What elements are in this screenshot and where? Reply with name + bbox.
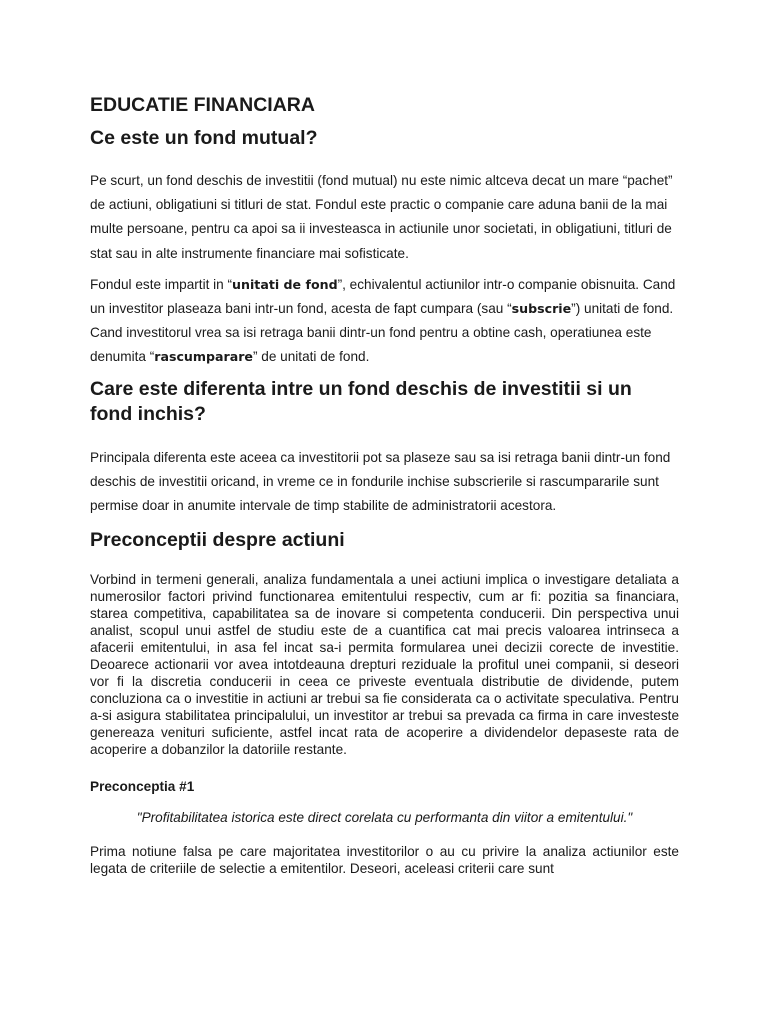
paragraph-unitati-de-fond <box>90 273 679 370</box>
section-heading-preconceptii: Preconceptii despre actiuni <box>90 529 345 552</box>
keyword-unitati-de-fond: unitati de fond <box>232 276 338 292</box>
text-segment: ”, echivalentul actiunilor intr-o companie obisnuita. Cand un investitor plaseaza bani intr-un fond, acesta de fapt cumpara (sau “ <box>90 276 676 317</box>
subheading-preconceptia-1: Preconceptia #1 <box>90 779 195 795</box>
document-body <box>90 92 679 877</box>
section-heading-diferenta-fonduri: Care este diferenta intre un fond deschis de investitii si un fond inchis? <box>90 377 632 425</box>
paragraph-fond-mutual-definition: Pe scurt, un fond deschis de investitii (fond mutual) nu este nimic altceva decat un mare “pachet” de actiuni, obligatiuni si titluri de stat. Fondul este practic o companie care aduna banii de la mai multe persoane, pentru ca apoi sa ii investeasca in actiunile unor societati, in obligatiuni, titluri de stat sau in alte instrumente financiare mai sofisticate. <box>90 173 673 261</box>
paragraph-analiza-fundamentala: Vorbind in termeni generali, analiza fundamentala a unei actiuni implica o investigare detaliata a numerosilor factori privind functionarea emitentului respectiv, cum ar fi: pozitia sa financiara, starea competitiva, capabilitatea sa de inovare si competenta conducerii. Din perspectiva unui analist, scopul unui astfel de studiu este de a cuantifica cat mai precis valoarea intrinseca a afacerii emitentului, in asa fel incat sa-i permita formularea unei decizii corecte de investitie. Deoarece actionarii vor avea intotdeauna drepturi reziduale la profitul unei companii, si deseori vor fi la discretia conducerii in ceea ce priveste eventuala distributie de dividende, putem concluziona ca o investitie in actiuni ar trebui sa fie considerata ca o activitate speculativa. Pentru a-si asigura stabilitatea principalului, un investitor ar trebui sa prevada ca firma in care investeste genereaza venituri suficiente, astfel incat rata de acoperire a dividendelor depaseste rata de acoperire a dobanzilor la datoriile restante. <box>90 572 679 758</box>
quote-profitabilitate: "Profitabilitatea istorica este direct corelata cu performanta din viitor a emitentului." <box>136 810 633 826</box>
keyword-subscrie: subscrie <box>511 301 572 317</box>
keyword-rascumparare: rascumparare <box>154 349 253 365</box>
section-heading-fond-mutual: Ce este un fond mutual? <box>90 127 318 149</box>
text-segment: ”) unitati de fond. Cand investitorul vrea sa isi retraga banii dintr-un fond pentru a obtine cash, operatiunea este denumita “ <box>90 301 674 365</box>
paragraph-diferenta-fonduri: Principala diferenta este aceea ca investitorii pot sa plaseze sau sa isi retraga banii dintr-un fond deschis de investitii oricand, in vreme ce in fondurile inchise subscrierile si rascumpararile sunt permise doar in anumite intervale de timp stabilite de administratorii acestora. <box>90 449 671 514</box>
paragraph-prima-notiune-falsa: Prima notiune falsa pe care majoritatea investitorilor o au cu privire la analiza actiunilor este legata de criteriile de selectie a emitentilor. Deseori, aceleasi criterii care sunt <box>90 844 679 877</box>
text-segment: ” de unitati de fond. <box>252 349 370 365</box>
document-title: EDUCATIE FINANCIARA <box>90 94 315 116</box>
text-segment: Fondul este impartit in “ <box>90 276 233 292</box>
